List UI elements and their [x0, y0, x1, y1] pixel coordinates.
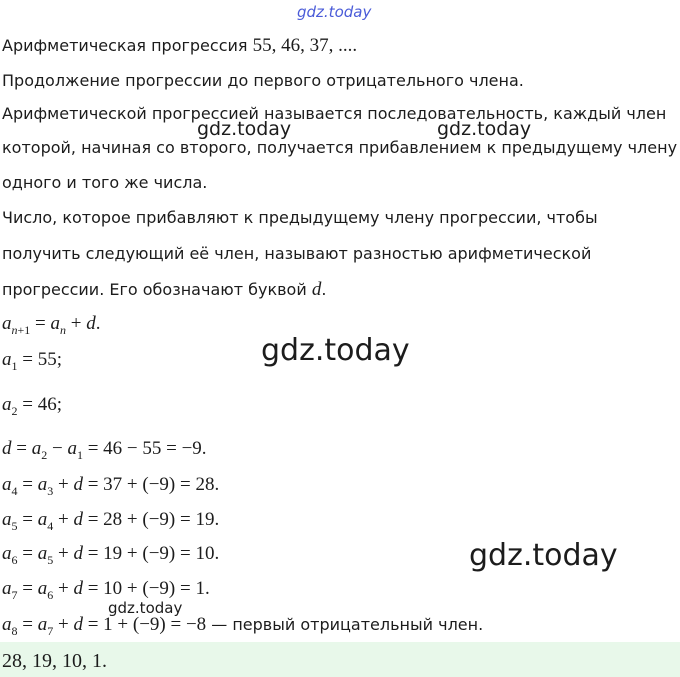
formula-recurrence: $a_{n+1} = a_n + d$. — [2, 313, 101, 337]
title-math: 55, 46, 37, .... — [252, 35, 358, 56]
definition-line-6 — [2, 280, 326, 300]
formula-a4: $a_4 = a_3 + d = 37 + (-9) = 28$. — [2, 474, 220, 498]
variable-d: d — [311, 279, 322, 300]
watermark-5: gdz.today — [108, 599, 183, 617]
answer-text: 28, 19, 10, 1. — [2, 650, 107, 672]
definition-line-6-prefix: прогрессии. Его обозначают буквой — [2, 280, 307, 299]
definition-line-1: Арифметической прогрессией называется последовательность, каждый член — [2, 104, 667, 123]
formula-a8-line — [2, 615, 483, 641]
watermark-4: gdz.today — [469, 538, 618, 573]
formula-a8: $a_8 = a_7 + d = 1 + (-9) = -8$ — [2, 614, 207, 638]
definition-line-5: получить следующий её член, называют разностью арифметической — [2, 244, 592, 263]
formula-d: $d = a_2 - a_1 = 46 - 55 = -9$. — [2, 438, 207, 462]
task-text: Продолжение прогрессии до первого отрицательного члена. — [2, 71, 524, 90]
watermark-top: gdz.today — [297, 3, 372, 21]
formula-a5: $a_5 = a_4 + d = 28 + (-9) = 19$. — [2, 509, 220, 533]
title-line — [2, 36, 357, 56]
watermark-2: gdz.today — [437, 118, 532, 140]
watermark-3: gdz.today — [261, 333, 410, 368]
formula-a8-note: — первый отрицательный член. — [206, 615, 484, 634]
definition-line-3: одного и того же числа. — [2, 173, 208, 192]
watermark-1: gdz.today — [197, 118, 292, 140]
formula-a2: $a_2 = 46$; — [2, 394, 62, 418]
formula-a1: $a_1 = 55$; — [2, 349, 62, 373]
title-prefix: Арифметическая прогрессия — [2, 36, 248, 55]
formula-a6: $a_6 = a_5 + d = 19 + (-9) = 10$. — [2, 543, 220, 567]
definition-line-4: Число, которое прибавляют к предыдущему члену прогрессии, чтобы — [2, 208, 598, 227]
formula-a7: $a_7 = a_6 + d = 10 + (-9) = 1$. — [2, 578, 210, 602]
definition-line-6-suffix: . — [321, 280, 327, 299]
definition-line-2: которой, начиная со второго, получается прибавлением к предыдущему члену — [2, 138, 678, 157]
answer-box — [0, 642, 680, 677]
